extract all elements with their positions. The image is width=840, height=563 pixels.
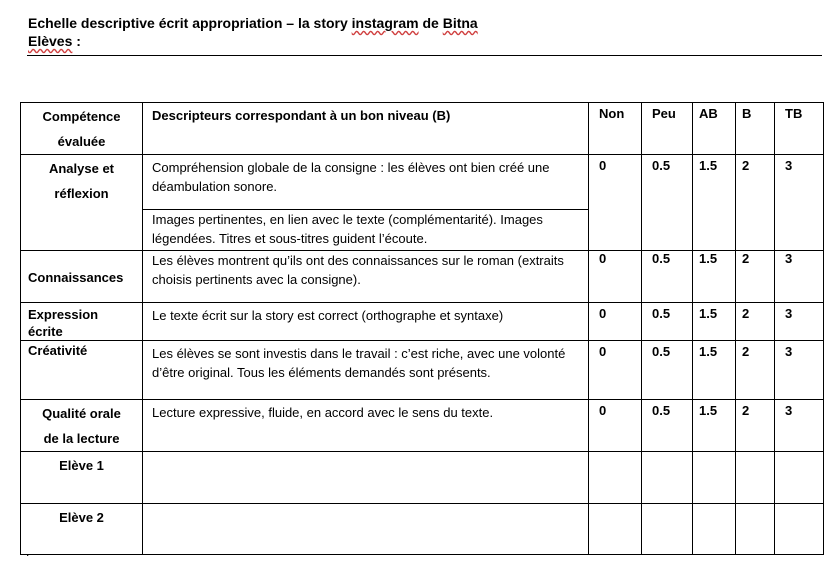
- score-cell: 2: [736, 155, 775, 251]
- empty-cell: [693, 452, 736, 504]
- descriptor-cell: Images pertinentes, en lien avec le texte (complémentarité). Images légendées. Titres et sous-titres guident l’écoute.: [143, 210, 589, 251]
- score-cell: 0.5: [642, 155, 693, 251]
- table-row: [21, 400, 824, 452]
- eleves-line: Elèves :: [28, 33, 81, 49]
- header-b: B: [736, 103, 775, 155]
- descriptor-cell: Le texte écrit sur la story est correct (orthographe et syntaxe): [143, 303, 589, 341]
- empty-cell: [642, 452, 693, 504]
- empty-cell: [589, 504, 642, 555]
- score-cell: 2: [736, 341, 775, 400]
- document-header: [28, 14, 478, 50]
- header-descripteurs: Descripteurs correspondant à un bon niveau (B): [143, 103, 589, 155]
- spellcheck-name: Bitna: [442, 15, 478, 31]
- table-header-row: [21, 103, 824, 155]
- empty-cell: [143, 504, 589, 555]
- descriptor-cell: Compréhension globale de la consigne : les élèves ont bien créé une déambulation sonore.: [143, 155, 589, 210]
- header-non: Non: [589, 103, 642, 155]
- empty-cell: [775, 452, 824, 504]
- competence-cell: Créativité: [21, 341, 143, 400]
- score-cell: 3: [775, 155, 824, 251]
- empty-cell: [736, 504, 775, 555]
- table-row: [21, 303, 824, 341]
- score-cell: 1.5: [693, 400, 736, 452]
- score-cell: 0.5: [642, 341, 693, 400]
- empty-cell: [143, 452, 589, 504]
- header-competence: Compétence évaluée: [21, 103, 143, 155]
- score-cell: 0.5: [642, 400, 693, 452]
- score-cell: 0.5: [642, 303, 693, 341]
- descriptor-cell: Lecture expressive, fluide, en accord avec le sens du texte.: [143, 400, 589, 452]
- score-cell: 0: [589, 400, 642, 452]
- descriptor-cell: Les élèves se sont investis dans le travail : c’est riche, avec une volonté d’être original. Tous les éléments demandés sont présents.: [143, 341, 589, 400]
- document-title: Echelle descriptive écrit appropriation – la story instagram de Bitna: [28, 15, 478, 31]
- header-ab: AB: [693, 103, 736, 155]
- table-row: [21, 155, 824, 210]
- header-tb: TB: [775, 103, 824, 155]
- table-row: [21, 251, 824, 303]
- eleves-label: Elèves: [28, 33, 73, 49]
- score-cell: 2: [736, 251, 775, 303]
- header-peu: Peu: [642, 103, 693, 155]
- header-rule: [27, 55, 822, 56]
- score-cell: 2: [736, 303, 775, 341]
- empty-cell: [775, 504, 824, 555]
- descriptor-cell: Les élèves montrent qu’ils ont des connaissances sur le roman (extraits choisis pertinents avec la consigne).: [143, 251, 589, 303]
- table-row: [21, 341, 824, 400]
- footer-mark: .: [26, 545, 30, 559]
- competence-cell: Connaissances: [21, 251, 143, 303]
- score-cell: 0: [589, 251, 642, 303]
- spellcheck-word: instagram: [351, 15, 419, 31]
- score-cell: 0: [589, 155, 642, 251]
- evaluation-table: [20, 102, 824, 555]
- empty-cell: [693, 504, 736, 555]
- empty-cell: [736, 452, 775, 504]
- competence-cell: Expression écrite: [21, 303, 143, 341]
- student-name-cell: Elève 2: [21, 504, 143, 555]
- score-cell: 3: [775, 341, 824, 400]
- empty-cell: [642, 504, 693, 555]
- score-cell: 0: [589, 303, 642, 341]
- score-cell: 3: [775, 303, 824, 341]
- score-cell: 3: [775, 251, 824, 303]
- student-name-cell: Elève 1: [21, 452, 143, 504]
- score-cell: 3: [775, 400, 824, 452]
- score-cell: 0.5: [642, 251, 693, 303]
- score-cell: 2: [736, 400, 775, 452]
- score-cell: 1.5: [693, 341, 736, 400]
- competence-cell: Analyse et réflexion: [21, 155, 143, 251]
- student-row: [21, 504, 824, 555]
- score-cell: 1.5: [693, 155, 736, 251]
- score-cell: 1.5: [693, 303, 736, 341]
- student-row: [21, 452, 824, 504]
- score-cell: 1.5: [693, 251, 736, 303]
- competence-cell: Qualité orale de la lecture: [21, 400, 143, 452]
- empty-cell: [589, 452, 642, 504]
- score-cell: 0: [589, 341, 642, 400]
